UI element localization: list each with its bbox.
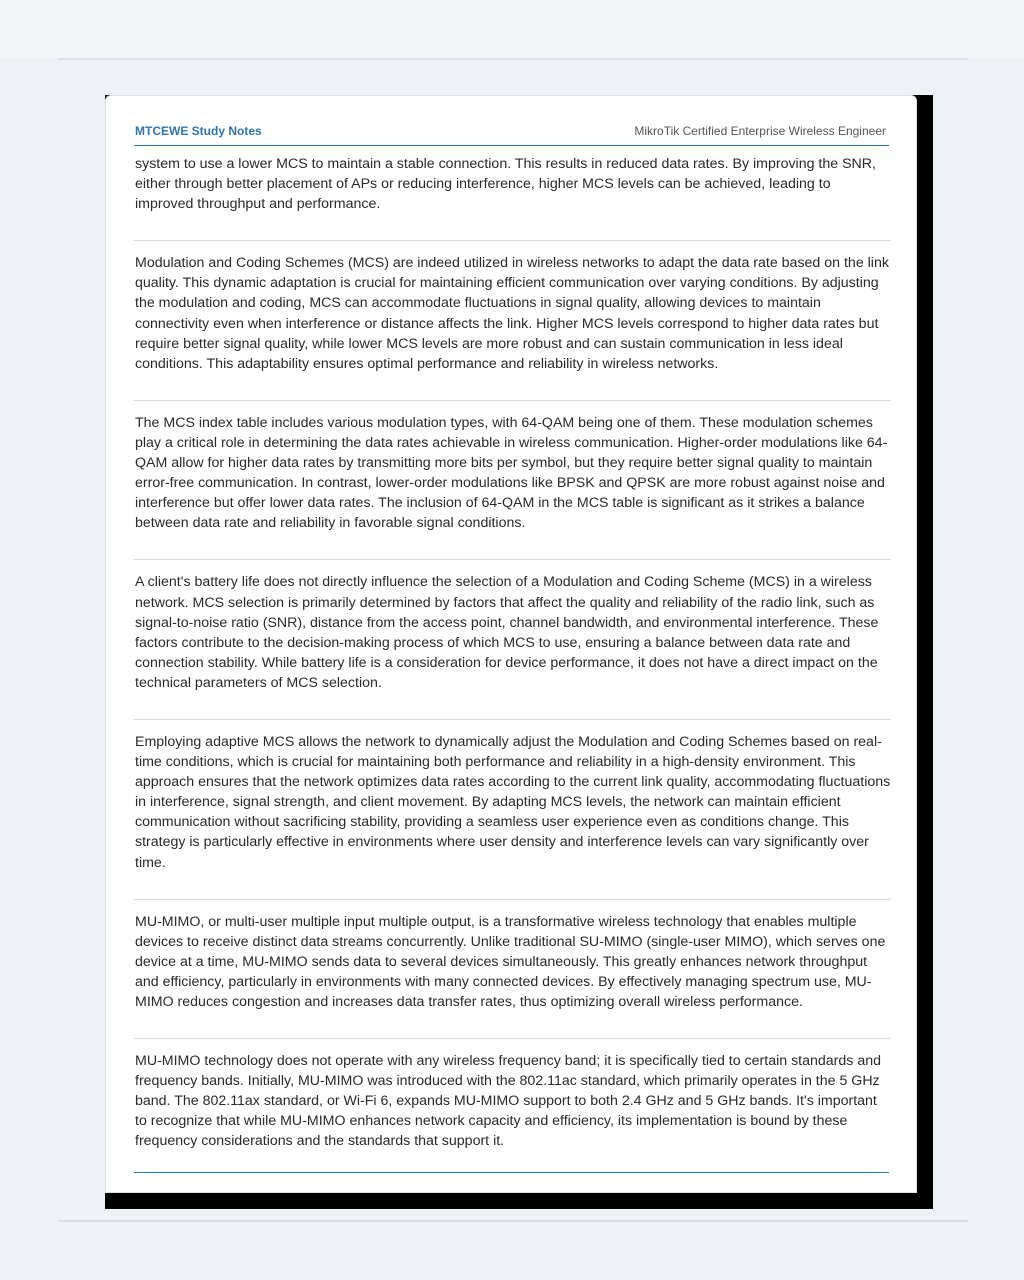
header-subtitle: MikroTik Certified Enterprise Wireless Engineer [634, 124, 886, 138]
paragraph: MU-MIMO, or multi-user multiple input multiple output, is a transformative wireless technology that enables multiple devices to receive distinct data streams concurrently. Unlike traditional SU-MIMO (single-user MIMO), which serves one device at a time, MU-MIMO sends data to several devices simultaneously. This greatly enhances network throughput and efficiency, particularly in environments with many connected devices. By effectively managing spectrum use, MU-MIMO reduces congestion and increases data transfer rates, thus optimizing overall wireless performance. [135, 913, 886, 1010]
header-rule [134, 145, 889, 146]
paragraph: A client's battery life does not directly influence the selection of a Modulation and Coding Scheme (MCS) in a wireless network. MCS selection is primarily determined by factors that affect the quality and reliability of the radio link, such as signal-to-noise ratio (SNR), distance from the access point, channel bandwidth, and environmental interference. These factors contribute to the decision-making process of which MCS to use, ensuring a balance between data rate and connection stability. While battery life is a consideration for device performance, it does not have a direct impact on the technical parameters of MCS selection. [135, 574, 879, 691]
viewer-top-band [0, 0, 1024, 58]
paragraph: MU-MIMO technology does not operate with any wireless frequency band; it is specifically tied to certain standards and frequency bands. Initially, MU-MIMO was introduced with the 802.11ac standard, which primarily operates in the 5 GHz band. The 802.11ax standard, or Wi-Fi 6, expands MU-MIMO support to both 2.4 GHz and 5 GHz bands. It's important to recognize that while MU-MIMO enhances network capacity and efficiency, its implementation is bound by these frequency considerations and the standards that support it. [135, 1053, 882, 1150]
document-page [105, 95, 917, 1193]
paragraph-separator [134, 400, 891, 401]
viewer-divider-bottom [58, 1220, 968, 1222]
paragraph-separator [134, 899, 891, 900]
paragraph: Employing adaptive MCS allows the network to dynamically adjust the Modulation and Coding Schemes based on real-time conditions, which is crucial for maintaining both performance and reliability in a high-density environment. This approach ensures that the network optimizes data rates according to the current link quality, accommodating fluctuations in interference, signal strength, and client movement. By adapting MCS levels, the network can maintain efficient communication without sacrificing stability, providing a seamless user experience even as conditions change. This strategy is particularly effective in environments where user density and interference levels can vary significantly over time. [135, 733, 891, 871]
footer-rule [134, 1172, 889, 1173]
viewer-divider-top [58, 58, 968, 60]
header-title: MTCEWE Study Notes [135, 124, 262, 138]
paragraph: The MCS index table includes various modulation types, with 64-QAM being one of them. These modulation schemes play a critical role in determining the data rates achievable in wireless communication. Higher-order modulations like 64-QAM allow for higher data rates by transmitting more bits per symbol, but they require better signal quality to maintain error-free communication. In contrast, lower-order modulations like BPSK and QPSK are more robust against noise and interference but offer lower data rates. The inclusion of 64-QAM in the MCS table is significant as it strikes a balance between data rate and reliability in favorable signal conditions. [135, 414, 888, 532]
paragraph-separator [134, 719, 891, 720]
paragraph-separator [134, 559, 891, 560]
paragraph-separator [134, 240, 891, 241]
paragraph: system to use a lower MCS to maintain a stable connection. This results in reduced data rates. By improving the SNR, either through better placement of APs or reducing interference, higher MCS levels can be achieved, leading to improved throughput and performance. [135, 156, 876, 213]
page-content [135, 154, 891, 1152]
paragraph-separator [134, 1038, 891, 1039]
paragraph: Modulation and Coding Schemes (MCS) are indeed utilized in wireless networks to adapt the data rate based on the link quality. This dynamic adaptation is crucial for maintaining efficient communication over varying conditions. By adjusting the modulation and coding, MCS can accommodate fluctuations in signal quality, allowing devices to maintain connectivity even when interference or distance affects the link. Higher MCS levels correspond to higher data rates but require better signal quality, while lower MCS levels are more robust and can sustain communication in less ideal conditions. This adaptability ensures optimal performance and reliability in wireless networks. [135, 255, 889, 372]
